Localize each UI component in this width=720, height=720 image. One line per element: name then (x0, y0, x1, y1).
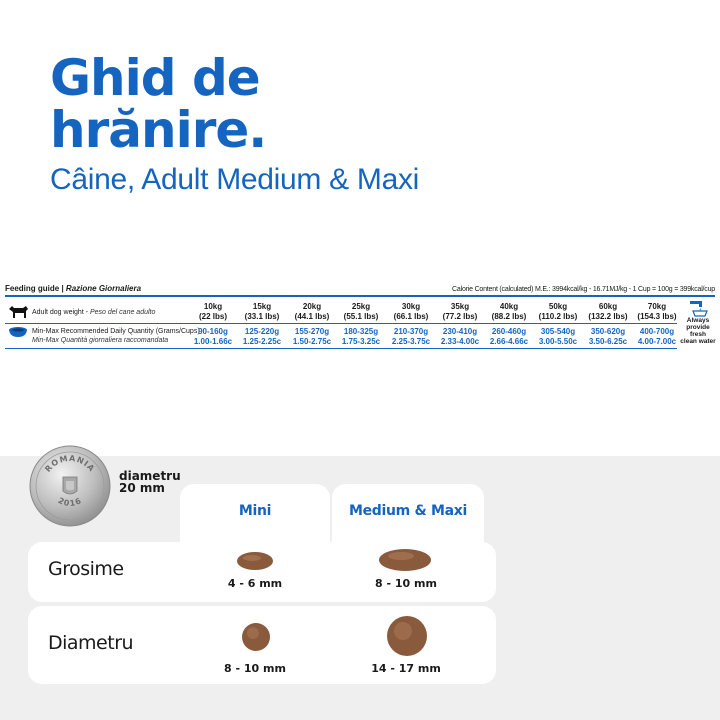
weight-lbs: (110.2 lbs) (538, 312, 578, 321)
page-subtitle: Câine, Adult Medium & Maxi (50, 163, 420, 196)
quantity-grams: 230-410g (442, 327, 478, 336)
quantity-grams: 210-370g (393, 327, 429, 336)
quantity-grams: 155-270g (294, 327, 330, 336)
diameter-label: Diametru (48, 632, 134, 654)
weight-lbs: (33.1 lbs) (244, 312, 280, 321)
quantity-cups: 1.50-2.75c (292, 337, 332, 346)
water-text-1: Always (686, 317, 710, 324)
quantity-grams: 350-620g (590, 327, 626, 336)
quantity-cups: 4.00-7.00c (637, 337, 677, 346)
quantity-row-label-it: Min-Max Quantità giornaliera raccomandata (32, 337, 169, 344)
water-text-3: clean water (680, 338, 716, 345)
feeding-guide-heading: Feeding guide | (5, 284, 64, 293)
weight-kg: 40kg (499, 302, 519, 311)
title-line-2: hrănire. (50, 101, 267, 159)
row-divider (5, 348, 677, 349)
quantity-cups: 1.25-2.25c (242, 337, 282, 346)
mini-diameter-value: 8 - 10 mm (224, 662, 286, 675)
weight-lbs: (55.1 lbs) (343, 312, 379, 321)
weight-lbs: (22 lbs) (198, 312, 227, 321)
dog-icon (7, 303, 29, 321)
quantity-row-label: Min-Max Recommended Daily Quantity (Grams/Cups) (32, 328, 200, 335)
weight-lbs: (44.1 lbs) (294, 312, 330, 321)
kibble-mini-diameter-image (241, 622, 271, 652)
feeding-guide-header (5, 284, 715, 297)
calorie-content: Calorie Content (calculated) M.E.: 3994kcal/kg - 16.71MJ/kg - 1 Cup = 100g = 399kcal/cup (452, 286, 715, 293)
quantity-grams: 400-700g (639, 327, 675, 336)
quantity-grams: 90-160g (198, 327, 228, 336)
quantity-cups: 2.33-4.00c (440, 337, 480, 346)
maxi-thickness-value: 8 - 10 mm (375, 577, 437, 590)
coin-text-bottom: 2016 (56, 495, 84, 509)
quantity-cups: 2.25-3.75c (391, 337, 431, 346)
water-note (678, 299, 718, 345)
mini-thickness-value: 4 - 6 mm (227, 577, 283, 590)
weight-lbs: (132.2 lbs) (588, 312, 628, 321)
coin-diameter-label (119, 470, 181, 494)
weight-kg: 70kg (647, 302, 667, 311)
quantity-cups: 3.00-5.50c (538, 337, 578, 346)
feeding-guide-heading-it: Razione Giornaliera (65, 284, 142, 293)
coin-text-top: ROMANIA (43, 453, 97, 474)
weight-row-label-it: Peso del cane adulto (90, 309, 156, 316)
water-tap-icon (687, 299, 709, 317)
quantity-cups: 3.50-6.25c (588, 337, 628, 346)
title-line-1: Ghid de (50, 49, 260, 107)
coin-image (29, 445, 111, 527)
kibble-maxi-thickness-image (378, 548, 432, 572)
quantity-grams: 260-460g (491, 327, 527, 336)
feeding-grid (5, 297, 715, 367)
page-title (50, 49, 420, 198)
bowl-icon (7, 325, 29, 339)
weight-lbs: (154.3 lbs) (637, 312, 677, 321)
weight-kg: 60kg (598, 302, 618, 311)
weight-kg: 30kg (401, 302, 421, 311)
weight-lbs: (66.1 lbs) (393, 312, 429, 321)
tab-mini: Mini (238, 503, 272, 519)
quantity-grams: 180-325g (343, 327, 379, 336)
weight-kg: 25kg (351, 302, 371, 311)
weight-row-label: Adult dog weight - (32, 309, 89, 316)
feeding-guide-table (5, 284, 715, 367)
row-divider (5, 323, 677, 324)
weight-kg: 10kg (203, 302, 223, 311)
weight-kg: 15kg (252, 302, 272, 311)
water-text-2: provide fresh (686, 324, 710, 338)
quantity-grams: 125-220g (244, 327, 280, 336)
weight-lbs: (77.2 lbs) (442, 312, 478, 321)
weight-kg: 50kg (548, 302, 568, 311)
quantity-grams: 305-540g (540, 327, 576, 336)
tab-medium-maxi: Medium & Maxi (348, 503, 468, 519)
quantity-cups: 1.75-3.25c (341, 337, 381, 346)
coin-label-line-1: diametru (119, 469, 181, 483)
quantity-cups: 1.00-1.66c (193, 337, 233, 346)
coin-label-line-2: 20 mm (119, 481, 165, 495)
weight-kg: 20kg (302, 302, 322, 311)
kibble-maxi-diameter-image (386, 615, 428, 657)
thickness-label: Grosime (48, 558, 124, 580)
maxi-diameter-value: 14 - 17 mm (371, 662, 441, 675)
weight-kg: 35kg (450, 302, 470, 311)
kibble-mini-thickness-image (236, 551, 274, 571)
quantity-cups: 2.66-4.66c (489, 337, 529, 346)
weight-lbs: (88.2 lbs) (491, 312, 527, 321)
